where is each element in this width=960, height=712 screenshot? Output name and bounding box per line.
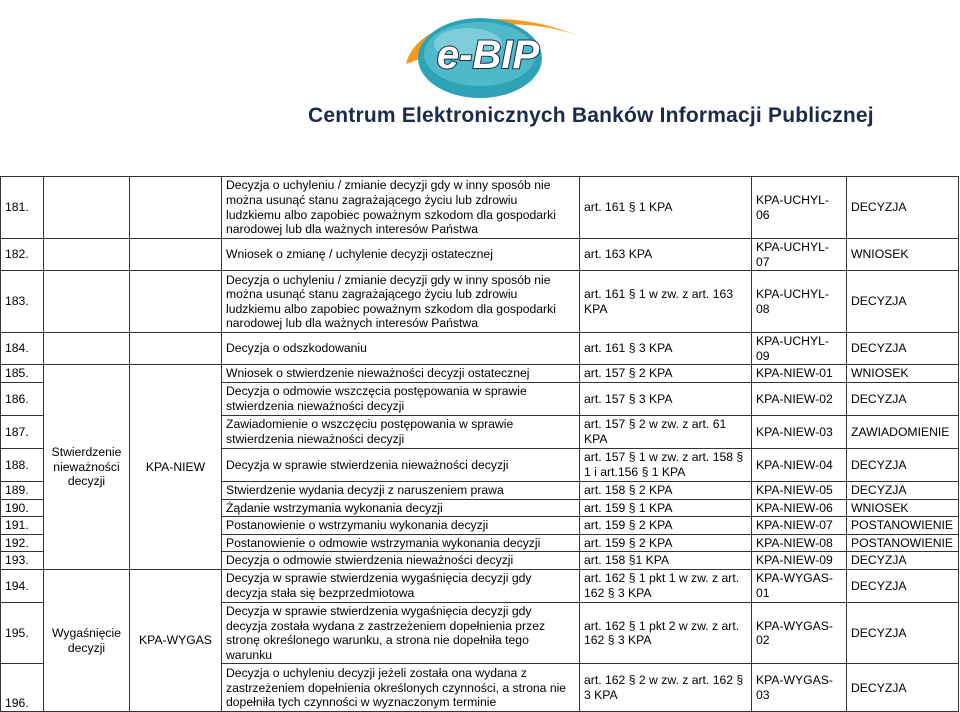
row-type: POSTANOWIENIE	[847, 517, 959, 535]
group-cell-empty	[44, 239, 130, 271]
row-number: 191.	[1, 517, 44, 535]
row-basis: art. 159 § 2 KPA	[580, 517, 752, 535]
row-number: 182.	[1, 239, 44, 271]
row-number: 185.	[1, 365, 44, 383]
row-symbol: KPA-WYGAS-03	[752, 664, 847, 712]
org-name: Centrum Elektronicznych Banków Informacji Publicznej	[308, 104, 874, 127]
row-number: 187.	[1, 415, 44, 448]
row-type: ZAWIADOMIENIE	[847, 415, 959, 448]
row-description: Postanowienie o wstrzymaniu wykonania decyzji	[222, 517, 580, 535]
row-description: Decyzja o uchyleniu / zmianie decyzji gdy w inny sposób nie można usunąć stanu zagrażającego życiu lub zdrowiu ludzkiemu albo zapobiec poważnym szkodom dla gospodarki narodowej lub dla ważnych interesów Państwa	[222, 177, 580, 239]
row-basis: art. 158 §1 KPA	[580, 552, 752, 570]
row-symbol: KPA-NIEW-08	[752, 534, 847, 552]
row-description: Decyzja o uchyleniu decyzji jeżeli została ona wydana z zastrzeżeniem dopełnienia określonych czynności, a strona nie dopełniła tych czynności w wyznaczonym terminie	[222, 664, 580, 712]
group-name-niew: Stwierdzenie nieważności decyzji	[44, 365, 130, 570]
row-type: POSTANOWIENIE	[847, 534, 959, 552]
group-name-wygas: Wygaśnięcie decyzji	[44, 569, 130, 711]
row-description: Decyzja o odmowie stwierdzenia nieważności decyzji	[222, 552, 580, 570]
row-type: DECYZJA	[847, 552, 959, 570]
group-cell-empty	[44, 333, 130, 365]
row-number: 189.	[1, 481, 44, 499]
table-row	[1, 333, 959, 365]
row-description: Decyzja w sprawie stwierdzenia nieważności decyzji	[222, 448, 580, 481]
row-basis: art. 159 § 2 KPA	[580, 534, 752, 552]
row-type: DECYZJA	[847, 271, 959, 333]
code-cell-empty	[130, 271, 222, 333]
register-table	[0, 176, 959, 712]
row-number: 192.	[1, 534, 44, 552]
row-number: 195.	[1, 602, 44, 663]
row-description: Decyzja w sprawie stwierdzenia wygaśnięcia decyzji gdy decyzja została wydana z zastrzeżeniem dopełnienia przez stronę określonego warunku, a strona nie dopełniła tego warunku	[222, 602, 580, 663]
row-symbol: KPA-NIEW-07	[752, 517, 847, 535]
row-description: Żądanie wstrzymania wykonania decyzji	[222, 499, 580, 517]
row-symbol: KPA-UCHYL-09	[752, 333, 847, 365]
header	[0, 0, 960, 176]
row-basis: art. 157 § 1 w zw. z art. 158 § 1 i art.156 § 1 KPA	[580, 448, 752, 481]
row-basis: art. 158 § 2 KPA	[580, 481, 752, 499]
row-type: DECYZJA	[847, 448, 959, 481]
table-row	[1, 271, 959, 333]
group-cell-empty	[44, 177, 130, 239]
row-description: Decyzja o odmowie wszczęcia postępowania w sprawie stwierdzenia nieważności decyzji	[222, 382, 580, 415]
group-cell-empty	[44, 271, 130, 333]
row-type: WNIOSEK	[847, 365, 959, 383]
row-symbol: KPA-NIEW-02	[752, 382, 847, 415]
row-basis: art. 161 § 1 KPA	[580, 177, 752, 239]
group-code-niew: KPA-NIEW	[130, 365, 222, 570]
row-description: Decyzja w sprawie stwierdzenia wygaśnięcia decyzji gdy decyzja stała się bezprzedmiotowa	[222, 569, 580, 602]
row-basis: art. 163 KPA	[580, 239, 752, 271]
logo-letters: e-BIP	[436, 33, 540, 77]
row-description: Wniosek o zmianę / uchylenie decyzji ostatecznej	[222, 239, 580, 271]
row-number: 183.	[1, 271, 44, 333]
ebip-logo	[388, 6, 588, 102]
row-type: DECYZJA	[847, 602, 959, 663]
row-description: Decyzja o odszkodowaniu	[222, 333, 580, 365]
table-row	[1, 365, 959, 383]
row-type: DECYZJA	[847, 569, 959, 602]
row-number: 190.	[1, 499, 44, 517]
row-number: 188.	[1, 448, 44, 481]
row-type: WNIOSEK	[847, 499, 959, 517]
row-basis: art. 162 § 1 pkt 2 w zw. z art. 162 § 3 KPA	[580, 602, 752, 663]
row-symbol: KPA-NIEW-04	[752, 448, 847, 481]
row-basis: art. 157 § 2 KPA	[580, 365, 752, 383]
row-symbol: KPA-NIEW-09	[752, 552, 847, 570]
row-basis: art. 157 § 2 w zw. z art. 61 KPA	[580, 415, 752, 448]
row-symbol: KPA-WYGAS-02	[752, 602, 847, 663]
row-description: Zawiadomienie o wszczęciu postępowania w sprawie stwierdzenia nieważności decyzji	[222, 415, 580, 448]
row-type: WNIOSEK	[847, 239, 959, 271]
row-symbol: KPA-NIEW-01	[752, 365, 847, 383]
row-description: Decyzja o uchyleniu / zmianie decyzji gdy w inny sposób nie można usunąć stanu zagrażającego życiu lub zdrowiu ludzkiemu albo zapobiec poważnym szkodom dla gospodarki narodowej lub dla ważnych interesów Państwa	[222, 271, 580, 333]
code-cell-empty	[130, 239, 222, 271]
row-number: 186.	[1, 382, 44, 415]
row-type: DECYZJA	[847, 481, 959, 499]
row-basis: art. 162 § 2 w zw. z art. 162 § 3 KPA	[580, 664, 752, 712]
table-row	[1, 569, 959, 602]
row-number: 184.	[1, 333, 44, 365]
code-cell-empty	[130, 333, 222, 365]
row-type: DECYZJA	[847, 664, 959, 712]
row-basis: art. 159 § 1 KPA	[580, 499, 752, 517]
table-row	[1, 239, 959, 271]
row-symbol: KPA-NIEW-03	[752, 415, 847, 448]
row-symbol: KPA-NIEW-05	[752, 481, 847, 499]
row-symbol: KPA-UCHYL-07	[752, 239, 847, 271]
row-basis: art. 161 § 3 KPA	[580, 333, 752, 365]
code-cell-empty	[130, 177, 222, 239]
table-row	[1, 177, 959, 239]
row-description: Postanowienie o odmowie wstrzymania wykonania decyzji	[222, 534, 580, 552]
row-description: Stwierdzenie wydania decyzji z naruszeniem prawa	[222, 481, 580, 499]
group-code-wygas: KPA-WYGAS	[130, 569, 222, 711]
row-number: 196.	[1, 664, 44, 712]
row-number: 194.	[1, 569, 44, 602]
row-type: DECYZJA	[847, 333, 959, 365]
row-type: DECYZJA	[847, 382, 959, 415]
row-symbol: KPA-UCHYL-06	[752, 177, 847, 239]
row-basis: art. 161 § 1 w zw. z art. 163 KPA	[580, 271, 752, 333]
row-symbol: KPA-UCHYL-08	[752, 271, 847, 333]
row-number: 193.	[1, 552, 44, 570]
row-symbol: KPA-NIEW-06	[752, 499, 847, 517]
row-description: Wniosek o stwierdzenie nieważności decyzji ostatecznej	[222, 365, 580, 383]
row-symbol: KPA-WYGAS-01	[752, 569, 847, 602]
row-type: DECYZJA	[847, 177, 959, 239]
row-number: 181.	[1, 177, 44, 239]
row-basis: art. 157 § 3 KPA	[580, 382, 752, 415]
row-basis: art. 162 § 1 pkt 1 w zw. z art. 162 § 3 KPA	[580, 569, 752, 602]
